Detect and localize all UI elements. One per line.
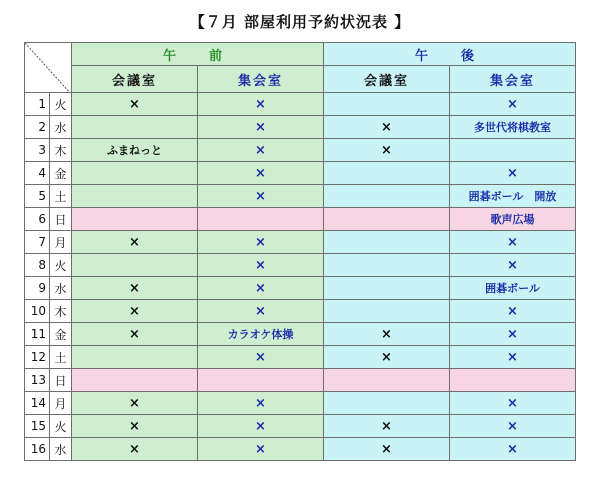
day-of-week <box>50 185 72 208</box>
reservation-note: 多世代将棋教室 <box>474 121 551 134</box>
table-row <box>25 162 576 185</box>
table-row <box>25 208 576 231</box>
day-number <box>25 116 50 139</box>
pm-hall-cell <box>450 277 576 300</box>
day-number <box>25 277 50 300</box>
am-meeting-room-cell <box>72 231 198 254</box>
pm-meeting-room-cell <box>324 254 450 277</box>
day-number-text: 5 <box>38 189 46 203</box>
day-of-week <box>50 162 72 185</box>
day-of-week-text: 日 <box>54 373 67 388</box>
day-number-text: 11 <box>30 327 46 341</box>
day-number <box>25 438 50 461</box>
reserved-mark-icon: × <box>255 418 266 434</box>
pm-meeting-room-cell <box>324 208 450 231</box>
reserved-mark-icon: × <box>381 418 392 434</box>
pm-hall-cell <box>450 415 576 438</box>
day-of-week-text: 火 <box>54 97 67 112</box>
table-row <box>25 369 576 392</box>
day-of-week-text: 火 <box>54 258 67 273</box>
pm-meeting-room-cell <box>324 369 450 392</box>
table-row <box>25 93 576 116</box>
day-of-week <box>50 369 72 392</box>
day-of-week <box>50 300 72 323</box>
day-number <box>25 139 50 162</box>
pm-meeting-room-cell <box>324 346 450 369</box>
pm-hall-cell <box>450 392 576 415</box>
pm-hall-cell <box>450 231 576 254</box>
header-pm-hall: 集会室 <box>450 66 576 93</box>
header-pm-meeting-room: 会議室 <box>324 66 450 93</box>
reserved-mark-icon: × <box>507 395 518 411</box>
pm-meeting-room-cell <box>324 185 450 208</box>
day-number <box>25 254 50 277</box>
day-of-week <box>50 415 72 438</box>
am-hall-cell <box>198 254 324 277</box>
pm-meeting-room-cell <box>324 93 450 116</box>
pm-meeting-room-cell <box>324 323 450 346</box>
day-number <box>25 93 50 116</box>
day-of-week-text: 金 <box>54 166 67 181</box>
pm-hall-cell <box>450 369 576 392</box>
day-of-week-text: 水 <box>54 281 67 296</box>
day-number-text: 8 <box>38 258 46 272</box>
pm-hall-cell <box>450 254 576 277</box>
reserved-mark-icon: × <box>129 395 140 411</box>
header-am-meeting-room: 会議室 <box>72 66 198 93</box>
day-of-week-text: 土 <box>54 189 67 204</box>
am-hall-cell <box>198 116 324 139</box>
am-meeting-room-cell <box>72 323 198 346</box>
day-of-week <box>50 93 72 116</box>
day-of-week-text: 水 <box>54 442 67 457</box>
day-of-week-text: 日 <box>54 212 67 227</box>
day-number <box>25 415 50 438</box>
day-number-text: 4 <box>38 166 46 180</box>
header-am-hall: 集会室 <box>198 66 324 93</box>
day-number-text: 7 <box>38 235 46 249</box>
day-of-week <box>50 392 72 415</box>
corner-cell <box>25 43 72 93</box>
am-meeting-room-cell <box>72 438 198 461</box>
day-number-text: 1 <box>38 97 46 111</box>
reserved-mark-icon: × <box>129 418 140 434</box>
day-of-week-text: 火 <box>54 419 67 434</box>
am-meeting-room-cell <box>72 139 198 162</box>
day-number <box>25 346 50 369</box>
reserved-mark-icon: × <box>507 349 518 365</box>
am-meeting-room-cell <box>72 277 198 300</box>
day-number-text: 16 <box>30 442 46 456</box>
pm-meeting-room-cell <box>324 162 450 185</box>
table-row <box>25 323 576 346</box>
day-of-week <box>50 277 72 300</box>
reserved-mark-icon: × <box>255 142 266 158</box>
pm-meeting-room-cell <box>324 438 450 461</box>
day-number-text: 13 <box>30 373 46 387</box>
pm-hall-cell <box>450 139 576 162</box>
pm-meeting-room-cell <box>324 300 450 323</box>
table-row <box>25 392 576 415</box>
reserved-mark-icon: × <box>255 257 266 273</box>
am-meeting-room-cell <box>72 300 198 323</box>
diagonal-line-icon <box>25 43 72 93</box>
day-number <box>25 162 50 185</box>
table-row <box>25 346 576 369</box>
reserved-mark-icon: × <box>381 326 392 342</box>
reserved-mark-icon: × <box>255 349 266 365</box>
am-meeting-room-cell <box>72 93 198 116</box>
table-row <box>25 438 576 461</box>
reserved-mark-icon: × <box>129 96 140 112</box>
table-row <box>25 254 576 277</box>
pm-hall-cell <box>450 346 576 369</box>
day-number-text: 10 <box>30 304 46 318</box>
reserved-mark-icon: × <box>381 142 392 158</box>
pm-hall-cell <box>450 93 576 116</box>
day-of-week-text: 木 <box>54 304 67 319</box>
reserved-mark-icon: × <box>255 395 266 411</box>
reserved-mark-icon: × <box>255 119 266 135</box>
am-hall-cell <box>198 162 324 185</box>
day-number-text: 3 <box>38 143 46 157</box>
am-meeting-room-cell <box>72 392 198 415</box>
day-number-text: 2 <box>38 120 46 134</box>
am-hall-cell <box>198 369 324 392</box>
day-of-week <box>50 438 72 461</box>
pm-hall-cell <box>450 323 576 346</box>
day-of-week-text: 金 <box>54 327 67 342</box>
pm-meeting-room-cell <box>324 231 450 254</box>
day-number <box>25 300 50 323</box>
reserved-mark-icon: × <box>507 234 518 250</box>
am-meeting-room-cell <box>72 208 198 231</box>
table-row <box>25 415 576 438</box>
reservation-note: 囲碁ボール 開放 <box>468 190 557 203</box>
pm-meeting-room-cell <box>324 116 450 139</box>
pm-hall-cell <box>450 438 576 461</box>
day-of-week <box>50 346 72 369</box>
am-meeting-room-cell <box>72 415 198 438</box>
pm-hall-cell <box>450 208 576 231</box>
day-of-week <box>50 208 72 231</box>
day-of-week-text: 月 <box>54 396 67 411</box>
day-number-text: 14 <box>30 396 46 410</box>
reserved-mark-icon: × <box>507 441 518 457</box>
reservation-note: 囲碁ボール <box>485 282 540 295</box>
am-hall-cell <box>198 300 324 323</box>
table-row <box>25 139 576 162</box>
reserved-mark-icon: × <box>381 441 392 457</box>
am-hall-cell <box>198 139 324 162</box>
reserved-mark-icon: × <box>129 280 140 296</box>
pm-hall-cell <box>450 162 576 185</box>
day-of-week-text: 土 <box>54 350 67 365</box>
day-number <box>25 185 50 208</box>
header-pm: 午 後 <box>324 43 576 66</box>
table-row <box>25 300 576 323</box>
reservation-note: 歌声広場 <box>490 213 535 226</box>
am-meeting-room-cell <box>72 254 198 277</box>
day-of-week <box>50 254 72 277</box>
day-number-text: 12 <box>30 350 46 364</box>
am-hall-cell <box>198 277 324 300</box>
day-number <box>25 392 50 415</box>
reservation-note: ふまねっと <box>107 144 162 157</box>
am-meeting-room-cell <box>72 369 198 392</box>
reserved-mark-icon: × <box>507 418 518 434</box>
day-of-week <box>50 231 72 254</box>
day-number-text: 15 <box>30 419 46 433</box>
reserved-mark-icon: × <box>255 280 266 296</box>
reserved-mark-icon: × <box>129 234 140 250</box>
reserved-mark-icon: × <box>255 234 266 250</box>
am-meeting-room-cell <box>72 116 198 139</box>
am-hall-cell <box>198 346 324 369</box>
day-number <box>25 231 50 254</box>
pm-meeting-room-cell <box>324 139 450 162</box>
reserved-mark-icon: × <box>507 303 518 319</box>
reserved-mark-icon: × <box>507 326 518 342</box>
day-of-week <box>50 139 72 162</box>
reserved-mark-icon: × <box>507 96 518 112</box>
day-of-week <box>50 323 72 346</box>
table-row <box>25 231 576 254</box>
reservation-note: カラオケ体操 <box>227 328 294 341</box>
pm-hall-cell <box>450 300 576 323</box>
reserved-mark-icon: × <box>129 441 140 457</box>
reserved-mark-icon: × <box>129 303 140 319</box>
am-hall-cell <box>198 323 324 346</box>
am-hall-cell <box>198 185 324 208</box>
am-hall-cell <box>198 208 324 231</box>
pm-hall-cell <box>450 185 576 208</box>
header-am: 午 前 <box>72 43 324 66</box>
day-number <box>25 369 50 392</box>
reservation-table <box>24 42 576 461</box>
am-hall-cell <box>198 231 324 254</box>
pm-meeting-room-cell <box>324 415 450 438</box>
reserved-mark-icon: × <box>255 303 266 319</box>
reserved-mark-icon: × <box>129 326 140 342</box>
am-hall-cell <box>198 93 324 116</box>
pm-meeting-room-cell <box>324 277 450 300</box>
reservation-rows <box>25 93 576 461</box>
am-hall-cell <box>198 415 324 438</box>
table-row <box>25 185 576 208</box>
reserved-mark-icon: × <box>255 188 266 204</box>
reserved-mark-icon: × <box>507 165 518 181</box>
day-of-week-text: 水 <box>54 120 67 135</box>
pm-hall-cell <box>450 116 576 139</box>
page-title: 【７月 部屋利用予約状況表 】 <box>189 13 411 31</box>
reserved-mark-icon: × <box>381 349 392 365</box>
am-hall-cell <box>198 392 324 415</box>
day-of-week-text: 木 <box>54 143 67 158</box>
day-of-week <box>50 116 72 139</box>
am-meeting-room-cell <box>72 162 198 185</box>
am-meeting-room-cell <box>72 346 198 369</box>
table-row <box>25 277 576 300</box>
day-number <box>25 208 50 231</box>
day-number <box>25 323 50 346</box>
reserved-mark-icon: × <box>507 257 518 273</box>
pm-meeting-room-cell <box>324 392 450 415</box>
day-of-week-text: 月 <box>54 235 67 250</box>
am-hall-cell <box>198 438 324 461</box>
reserved-mark-icon: × <box>255 441 266 457</box>
reserved-mark-icon: × <box>255 165 266 181</box>
day-number-text: 6 <box>38 212 46 226</box>
reserved-mark-icon: × <box>255 96 266 112</box>
table-row <box>25 116 576 139</box>
day-number-text: 9 <box>38 281 46 295</box>
reserved-mark-icon: × <box>381 119 392 135</box>
am-meeting-room-cell <box>72 185 198 208</box>
